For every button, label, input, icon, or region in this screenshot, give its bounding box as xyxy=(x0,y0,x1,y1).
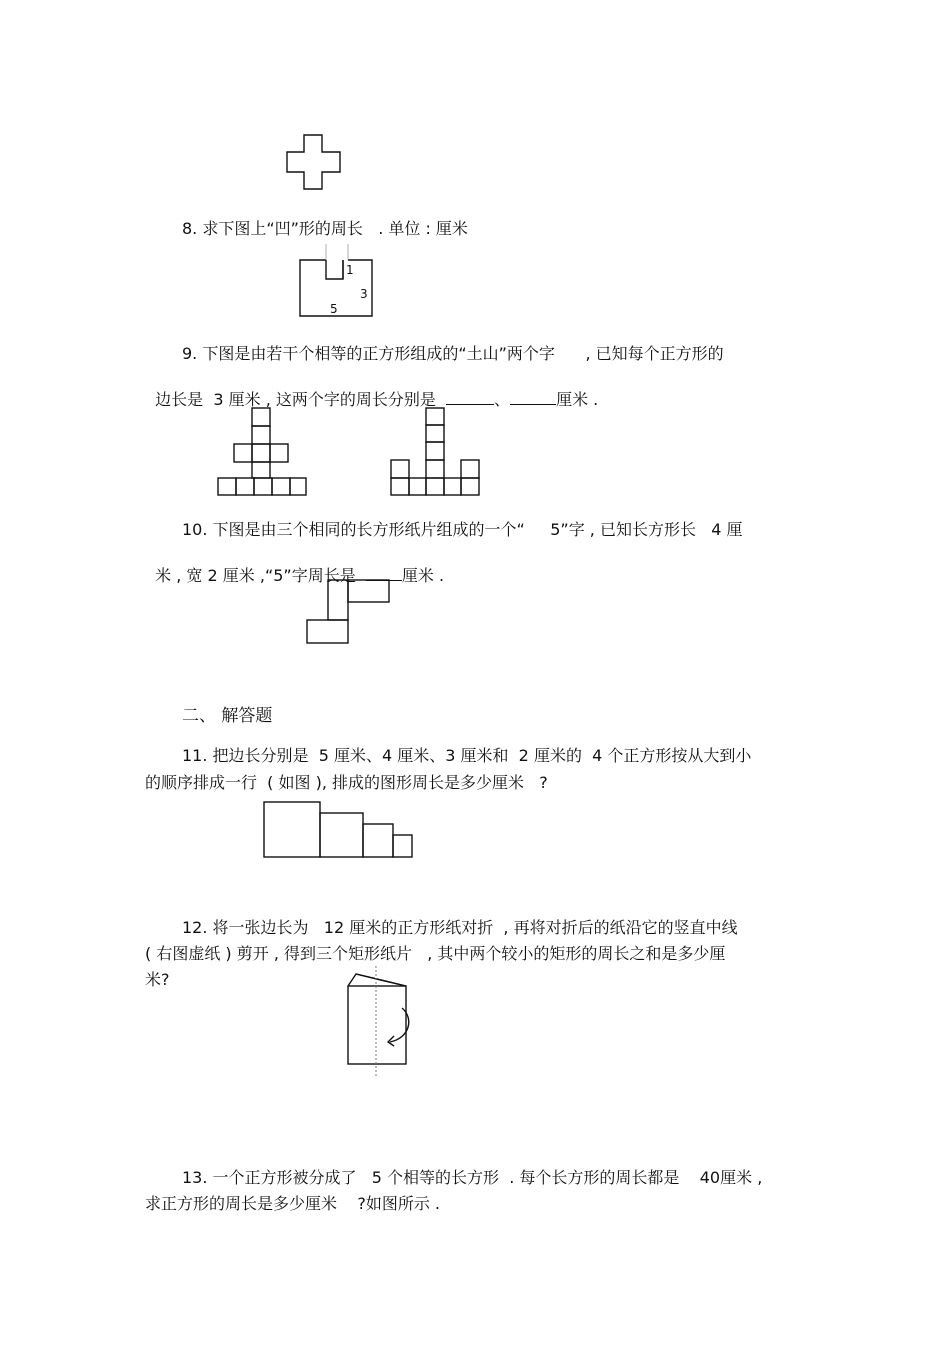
folded-paper-figure xyxy=(344,966,412,1078)
question-13-line2: 求正方形的周长是多少厘米 ?如图所示 . xyxy=(145,1194,441,1213)
question-10-line2-b: 厘米 . xyxy=(401,566,445,585)
question-10-line2-a: 米 , 宽 2 厘米 ,“5”字周长是 xyxy=(155,566,366,585)
question-9-line1: 9. 下图是由若干个相等的正方形组成的“土山”两个字 , 已知每个正方形的 xyxy=(182,344,724,363)
question-9-line2 xyxy=(145,370,598,410)
question-10-line2 xyxy=(145,546,444,586)
answer-blank-2[interactable] xyxy=(510,390,556,405)
question-9-line2-a: 边长是 3 厘米 , 这两个字的周长分别是 xyxy=(155,390,447,409)
answer-blank-1[interactable] xyxy=(446,390,494,405)
question-8-text: 8. 求下图上“凹”形的周长 . 单位 : 厘米 xyxy=(182,219,468,238)
shan-character-figure xyxy=(389,406,483,498)
question-13-line1: 13. 一个正方形被分成了 5 个相等的长方形 . 每个长方形的周长都是 40厘米 , xyxy=(182,1168,763,1187)
label-5: 5 xyxy=(330,302,338,316)
cross-figure xyxy=(286,134,346,194)
question-10-line1: 10. 下图是由三个相同的长方形纸片组成的一个“ 5”字 , 已知长方形长 4 厘 xyxy=(182,520,743,539)
concave-shape-figure xyxy=(296,244,378,320)
label-1: 1 xyxy=(346,263,354,277)
squares-row-figure xyxy=(262,800,416,860)
question-12-line2: ( 右图虚纸 ) 剪开 , 得到三个矩形纸片 , 其中两个较小的矩形的周长之和是多少厘 xyxy=(145,944,726,963)
section-2-title: 二、 解答题 xyxy=(182,706,273,726)
question-11-line2: 的顺序排成一行 ( 如图 ), 排成的图形周长是多少厘米 ? xyxy=(145,773,548,792)
question-12-line3: 米? xyxy=(145,970,170,989)
question-11-line1: 11. 把边长分别是 5 厘米、4 厘米、3 厘米和 2 厘米的 4 个正方形按从大到小 xyxy=(182,746,752,765)
label-3: 3 xyxy=(360,287,368,301)
tu-character-figure xyxy=(216,406,308,498)
five-shape-figure xyxy=(304,578,394,648)
separator: 、 xyxy=(494,390,511,409)
question-9-line2-b: 厘米 . xyxy=(556,390,599,409)
question-12-line1: 12. 将一张边长为 12 厘米的正方形纸对折 , 再将对折后的纸沿它的竖直中线 xyxy=(182,918,738,937)
